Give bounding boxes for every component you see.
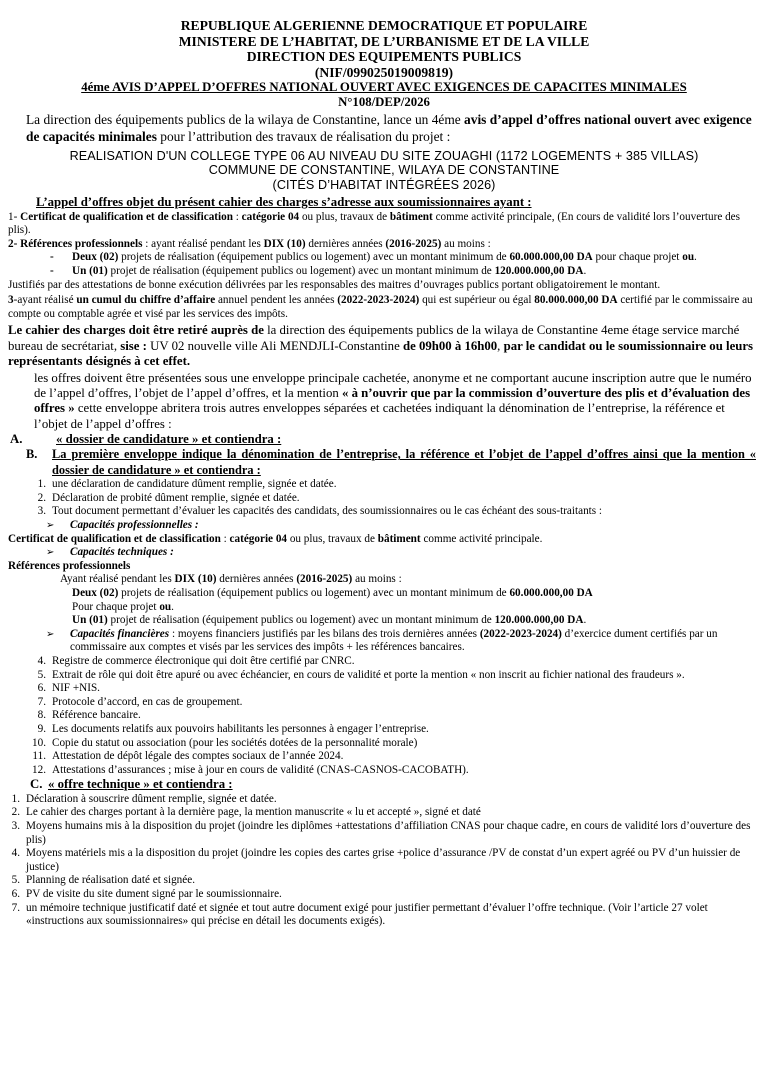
ayant-text-3: au moins :: [352, 573, 402, 586]
item-text: Déclaration de probité dûment remplie, signée et datée.: [52, 491, 300, 504]
req2-bold-3: (2016-2025): [385, 237, 442, 250]
retrait-paragraph: [8, 323, 758, 369]
req3-number: 3: [8, 294, 14, 307]
deux-text-1: projets de réalisation (équipement publics ou logement) avec un montant minimum de: [118, 586, 510, 599]
avis-number: N°108/DEP/2026: [338, 95, 430, 110]
req1-number: 1-: [8, 210, 21, 223]
req3-text-0: -ayant réalisé: [13, 294, 77, 307]
section-a-letter: A.: [10, 431, 23, 446]
item-number: 7.: [37, 695, 46, 708]
req1-bold-2: catégorie 04: [241, 210, 300, 223]
item-text: Le cahier des charges portant à la dernière page, la mention manuscrite « lu et accepté », signé et daté: [26, 806, 481, 819]
retrait-text-2: UV 02 nouvelle ville Ali MENDJLI-Constantine: [146, 338, 403, 353]
un-bold: Un (01): [72, 614, 108, 627]
intro-text-2: pour l’attribution des travaux de réalisation du projet :: [156, 128, 451, 144]
item-number: 10.: [32, 736, 46, 749]
section-c-letter: C.: [30, 777, 43, 792]
section-c-title: « offre technique » et contiendra :: [48, 777, 233, 792]
item-text-1: projet de réalisation (équipement publics ou logement) avec un montant minimum de: [107, 264, 495, 277]
requirement-3: [8, 294, 758, 321]
capacites-techniques-heading: [46, 546, 768, 560]
item-text: une déclaration de candidature dûment remplie, signée et datée.: [52, 478, 337, 491]
arrow-bullet-icon: ➢: [46, 547, 55, 559]
arrow-bullet-icon: ➢: [46, 628, 55, 640]
item-text: PV de visite du site dument signé par le soumissionnaire.: [26, 887, 282, 900]
cert-text-2: ou plus, travaux de: [287, 532, 378, 545]
section-a-title: « dossier de candidature » et contiendra :: [56, 431, 282, 446]
req2-text-3: au moins :: [441, 237, 491, 250]
req3-text-1: annuel pendent les années: [215, 294, 338, 307]
deux-text-2: Pour chaque projet: [72, 600, 160, 613]
header-direction: DIRECTION DES EQUIPEMENTS PUBLICS: [246, 49, 522, 65]
list-item-text: [72, 251, 756, 265]
item-text: Les documents relatifs aux pouvoirs habilitants les personnes à engager l’entreprise.: [52, 722, 429, 735]
list-item: [0, 847, 756, 874]
certificat-line: [8, 533, 758, 547]
retrait-text-3: ,: [497, 338, 504, 353]
list-item: [26, 492, 756, 506]
item-text: Moyens matériels mis a la disposition du projet (joindre les copies des cartes grise +police d’assurance /PV de constat d’un expert agréé ou PV d’un huissier de justice): [26, 847, 741, 873]
item-number: 3.: [37, 505, 46, 518]
item-number: 11.: [32, 750, 46, 763]
cert-bold-2: catégorie 04: [229, 532, 288, 545]
item-text: un mémoire technique justificatif daté et signée et tout autre document exigé pour justifier permettant d’évaluer l’offre technique. (Voir l’article 27 volet «instructions aux soumissionnaires» qui précise en détail les documents exigés).: [26, 901, 708, 928]
item-text: Attestation de dépôt légale des comptes sociaux de l’année 2024.: [52, 750, 344, 763]
item-number: 1.: [11, 792, 20, 805]
retrait-bold-4: par le candidat ou le soumissionnaire ou leurs représentants désignés à cet effet.: [8, 338, 754, 368]
req1-text-3: comme activité principale, (En cours de validité lors l’ouverture des plis).: [8, 210, 741, 237]
intro-paragraph: [26, 112, 756, 145]
req3-text-2: qui est supérieur ou égal: [419, 294, 535, 307]
cert-bold-3: bâtiment: [377, 532, 421, 545]
item-bold: Un (01): [72, 264, 108, 277]
req3-bold-2: (2022-2023-2024): [337, 294, 420, 307]
item-number: 5.: [37, 668, 46, 681]
list-item: [0, 902, 756, 929]
capacites-financieres-label: Capacités financières: [70, 627, 170, 640]
capacites-financieres-text: [70, 628, 756, 655]
header-ministere: MINISTERE DE L’HABITAT, DE L’URBANISME ET DE LA VILLE: [178, 33, 590, 49]
list-item: [26, 505, 756, 519]
section-b-letter: B.: [26, 447, 38, 462]
list-item: [0, 793, 756, 807]
dossier-list-1: [26, 478, 756, 519]
pour-chaque-projet-line: [72, 601, 756, 615]
ayant-line: [60, 573, 768, 587]
item-text: Copie du statut ou association (pour les sociétés dotées de la personnalité morale): [52, 736, 418, 749]
cap-fin-text-1: : moyens financiers justifiés par les bilans des trois dernières années: [169, 627, 480, 640]
list-item: [0, 888, 756, 902]
retrait-bold-2: sise :: [120, 338, 147, 353]
list-item: [26, 682, 756, 696]
item-bold: Deux (02): [72, 251, 119, 264]
req2-bold: Références professionnels: [20, 237, 143, 250]
list-item: [26, 709, 756, 723]
list-item: [26, 669, 756, 683]
item-text: Tout document permettant d’évaluer les capacités des candidats, des soumissionnaires ou le cas échéant des sous-traitants :: [52, 505, 603, 518]
header-nif: (NIF/099025019009819): [314, 64, 454, 80]
capacites-financieres-item: [46, 628, 756, 655]
un-projet-line: [72, 614, 756, 628]
deux-text-3: .: [171, 600, 174, 613]
item-text: Planning de réalisation daté et signée.: [26, 874, 196, 887]
list-item: [0, 806, 756, 820]
offres-text-2: cette enveloppe abritera trois autres enveloppes séparées et cachetées indiquant la dénomination de l’entreprise, la référence et l’objet de l’appel d’offres :: [34, 401, 725, 431]
item-number: 4.: [37, 654, 46, 667]
section-c-heading: [30, 777, 768, 793]
offres-text-1: les offres doivent être présentées sous une enveloppe principale cachetée, anonyme et ne comportant aucune inscription autre que le numéro de l’appel d’offres, l’objet de l’appel d’offres, et la mention: [34, 370, 752, 401]
list-item: [50, 251, 756, 265]
deux-bold-3: ou: [159, 600, 172, 613]
arrow-bullet-icon: ➢: [46, 520, 55, 531]
item-text: Protocole d’accord, en cas de groupement.: [52, 695, 243, 708]
item-text-3: .: [694, 251, 697, 264]
deux-bold: Deux (02): [72, 586, 119, 599]
justification-text: Justifiés par des attestations de bonne exécution délivrées par les responsables des maitres d’ouvrages publics portant obligatoirement le montant.: [8, 278, 661, 291]
list-item: [26, 478, 756, 492]
requirement-2: [8, 238, 758, 252]
retrait-text-1: la direction des équipements publics de la wilaya de Constantine 4eme étage service marché bureau de secrétariat,: [8, 323, 740, 353]
list-item: [26, 764, 756, 778]
requirement-1: [8, 211, 758, 238]
item-number: 4.: [11, 847, 20, 860]
cap-fin-bold: (2022-2023-2024): [479, 627, 562, 640]
offres-paragraph: [34, 371, 754, 432]
item-number: 6.: [37, 682, 46, 695]
offres-bold: « à n’ouvrir que par la commission d’ouverture des plis et d’évaluation des offres »: [34, 386, 751, 416]
un-text-1: projet de réalisation (équipement publics ou logement) avec un montant minimum de: [107, 614, 495, 627]
cap-fin-text-2: d’exercice dument certifiés par un commissaire aux comptes et visés par les services des impôts + les références bancaires.: [70, 627, 718, 654]
un-bold-2: 120.000.000,00 DA: [494, 614, 584, 627]
req2-text-1: : ayant réalisé pendant les: [142, 237, 264, 250]
item-text: NIF +NIS.: [52, 682, 100, 695]
item-number: 3.: [11, 819, 20, 832]
dash-marker: -: [50, 251, 54, 264]
project-line-1: REALISATION D'UN COLLEGE TYPE 06 AU NIVEAU DU SITE ZOUAGHI (1172 LOGEMENTS + 385 VILLAS): [69, 148, 699, 163]
req2-bold-2: DIX (10): [263, 237, 306, 250]
item-number: 2.: [11, 806, 20, 819]
list-item: [26, 750, 756, 764]
ayant-text-2: dernières années: [216, 573, 297, 586]
deux-bold-2: 60.000.000,00 DA: [509, 586, 593, 599]
req1-bold: Certificat de qualification et de classification: [20, 210, 233, 223]
list-item: [0, 820, 756, 847]
deux-projets-block: [72, 587, 756, 628]
item-number: 8.: [37, 709, 46, 722]
req2-number: 2-: [8, 237, 21, 250]
req1-text-1: :: [232, 210, 242, 223]
req3-text-3: certifié par le commissaire au compte ou comptable agrée et visé par les services des impôts.: [8, 294, 753, 320]
req1-text-2: ou plus, travaux de: [299, 210, 390, 223]
item-text: Référence bancaire.: [52, 709, 141, 722]
list-item: [26, 696, 756, 710]
req3-bold-3: 80.000.000,00 DA: [534, 294, 618, 307]
list-item: [0, 874, 756, 888]
section-b-title: La première enveloppe indique la dénomination de l’entreprise, la référence et l’objet de l’appel d’offres ainsi que la mention « dossier de candidature » et contiendra :: [52, 447, 756, 477]
offre-technique-list: [0, 793, 756, 929]
project-line-2: COMMUNE DE CONSTANTINE, WILAYA DE CONSTANTINE: [208, 163, 560, 178]
item-text: Registre de commerce électronique qui doit être certifié par CNRC.: [52, 654, 355, 667]
references-professionnels-label: Références professionnels: [8, 559, 131, 572]
item-number: 9.: [37, 722, 46, 735]
item-text-2: pour chaque projet: [592, 251, 683, 264]
un-text-2: .: [583, 614, 587, 627]
capacites-professionnelles-heading: [46, 519, 768, 533]
ayant-bold-1: DIX (10): [174, 573, 217, 586]
capacites-professionnelles-label: Capacités professionnelles :: [70, 519, 199, 531]
document-header: [0, 0, 768, 80]
list-item: [50, 265, 756, 279]
avis-title: 4éme AVIS D’APPEL D’OFFRES NATIONAL OUVERT AVEC EXIGENCES DE CAPACITES MINIMALES: [81, 80, 687, 95]
req3-bold: un cumul du chiffre d’affaire: [76, 294, 216, 307]
item-text: Extrait de rôle qui doit être apuré ou avec échéancier, en cours de validité et porte la mention « non inscrit au fichier national des fraudeurs ».: [52, 668, 685, 681]
retrait-bold-3: de 09h00 à 16h00: [402, 338, 498, 353]
cert-text-1: :: [220, 532, 230, 545]
item-bold-2: 60.000.000,00 DA: [509, 251, 593, 264]
project-title: [0, 149, 768, 193]
req1-bold-3: bâtiment: [389, 210, 433, 223]
list-item: [26, 655, 756, 669]
dossier-list-2: [26, 655, 756, 777]
cert-bold: Certificat de qualification et de classification: [8, 532, 221, 545]
ayant-bold-2: (2016-2025): [296, 573, 353, 586]
item-number: 5.: [11, 874, 20, 887]
ayant-text-1: Ayant réalisé pendant les: [60, 573, 175, 586]
item-text: Moyens humains mis à la disposition du projet (joindre les diplômes +attestations d’affiliation CNAS pour chaque cadre, en cours de validité lors d’ouverture des plis): [26, 819, 751, 846]
req2-text-2: dernières années: [305, 237, 386, 250]
item-number: 6.: [11, 887, 20, 900]
cert-text-3: comme activité principale.: [420, 532, 543, 545]
item-text-1: projets de réalisation (équipement publics ou logement) avec un montant minimum de: [118, 251, 510, 264]
item-number: 7.: [11, 901, 20, 914]
item-number: 2.: [37, 491, 46, 504]
project-line-3: (CITÉS D’HABITAT INTÉGRÉES 2026): [272, 177, 496, 192]
item-bold-3: ou: [682, 251, 695, 264]
item-number: 12.: [32, 763, 46, 776]
item-text: Déclaration à souscrire dûment remplie, signée et datée.: [26, 792, 277, 805]
dash-marker: -: [50, 264, 54, 277]
capacites-techniques-label: Capacités techniques :: [70, 546, 174, 559]
intro-text-1: La direction des équipements publics de la wilaya de Constantine, lance un 4éme: [26, 112, 465, 128]
header-republique: REPUBLIQUE ALGERIENNE DEMOCRATIQUE ET POPULAIRE: [180, 18, 588, 33]
item-number: 1.: [37, 478, 46, 491]
cahier-heading: L’appel d’offres objet du présent cahier des charges s’adresse aux soumissionnaires ayant :: [36, 195, 532, 210]
deux-projets-line: [72, 587, 756, 601]
list-item-text: [72, 265, 756, 279]
section-a-heading: [10, 432, 768, 448]
list-item: [26, 723, 756, 737]
section-b-heading: [26, 447, 756, 478]
list-item: [26, 737, 756, 751]
item-bold-2: 120.000.000,00 DA: [494, 264, 584, 277]
item-text-2: .: [583, 264, 587, 277]
retrait-bold-1: Le cahier des charges doit être retiré auprès de: [8, 323, 264, 338]
intro-bold: avis d’appel d’offres national ouvert avec exigence de capacités minimales: [26, 112, 752, 144]
item-text: Attestations d’assurances ; mise à jour en cours de validité (CNAS-CASNOS-CACOBATH).: [52, 763, 469, 776]
